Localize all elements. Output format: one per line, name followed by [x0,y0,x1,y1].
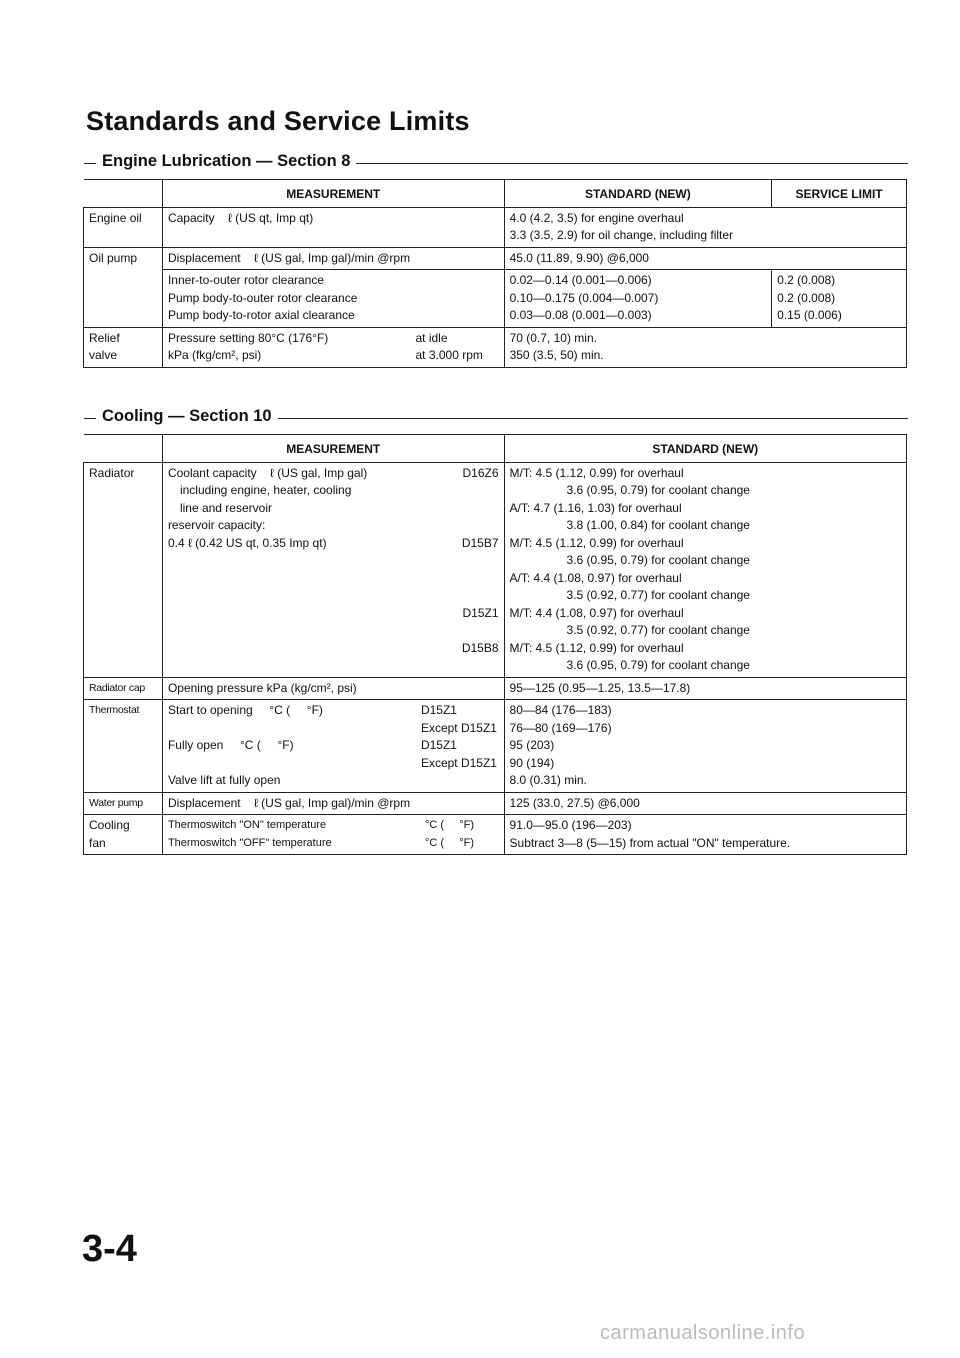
row-label: Water pump [84,792,163,815]
measure-text: 0.4 ℓ (0.42 US qt, 0.35 Imp qt) [167,535,327,550]
measure-line [168,330,499,348]
measure-line [168,347,499,365]
standard-line: 91.0—95.0 (196—203) [509,818,632,832]
standard-line: 76—80 (169—176) [509,720,612,735]
measure-line: Pump body-to-rotor axial clearance [167,308,355,322]
row-label: Oil pump [84,247,163,327]
standard-line: 90 (194) [509,755,555,770]
engine-code: D15B7 [461,535,499,550]
standard-line: 4.0 (4.2, 3.5) for engine overhaul [509,210,684,225]
measure-line [168,835,499,853]
limit-line: 0.15 (0.006) [777,308,842,322]
measure-line [168,737,499,755]
measure-text: Coolant capacity ℓ (US gal, Imp gal) [167,465,368,480]
table-row [84,792,907,815]
engine-code: D15Z1 [420,738,457,752]
table-row [84,327,907,367]
measure-line [168,535,499,553]
table-row [84,462,907,677]
table-row [84,677,907,700]
table-row [84,247,907,270]
header-blank [84,180,163,208]
lubrication-table [83,179,907,368]
engine-code: D16Z6 [462,465,499,480]
standard-line: 3.5 (0.92, 0.77) for coolant change [566,588,750,602]
measure-line: line and reservoir [179,500,272,515]
header-standard: STANDARD (NEW) [504,435,906,463]
limit-line: 0.2 (0.008) [777,290,836,305]
footer-watermark: carmanualsonline.info [600,1322,806,1344]
standard-cell [504,815,906,855]
standard-line: 0.10—0.175 (0.004—0.007) [509,290,659,305]
standard-line: 95 (203) [509,738,555,752]
standard-line: A/T: 4.4 (1.08, 0.97) for overhaul [509,570,682,585]
header-measurement: MEASUREMENT [162,435,504,463]
standard-line: M/T: 4.4 (1.08, 0.97) for overhaul [509,605,684,620]
service-limit-cell [772,270,907,328]
measurement-cell [162,462,504,677]
standard-line: A/T: 4.7 (1.16, 1.03) for overhaul [509,500,682,515]
condition-text: at idle [415,330,448,345]
header-service-limit: SERVICE LIMIT [772,180,907,208]
unit-text: °C ( °F) [424,836,475,849]
row-label: Thermostat [84,700,163,793]
standard-cell [504,327,906,367]
label-line: valve [89,348,118,362]
standard-line: 3.6 (0.95, 0.79) for coolant change [566,658,750,672]
unit-text: °C ( °F) [424,819,475,831]
measurement-cell [162,327,504,367]
standard-cell [504,462,906,677]
spacer [168,657,499,675]
standard-line: M/T: 4.5 (1.12, 0.99) for overhaul [509,535,684,550]
condition-text: at 3.000 rpm [415,348,483,362]
measure-line [168,755,499,773]
standard-line: 350 (3.5, 50) min. [509,348,604,362]
row-label: Engine oil [84,207,163,247]
measurement-cell: Displacement ℓ (US gal, Imp gal)/min @rpm [162,247,504,270]
row-label [84,327,163,367]
engine-code: D15Z1 [462,605,499,620]
table-row [84,207,907,247]
measure-text: Thermoswitch "OFF" temperature [167,836,332,849]
measure-line: including engine, heater, cooling [179,483,352,497]
standard-line: M/T: 4.5 (1.12, 0.99) for overhaul [509,465,684,480]
label-line: Relief [89,330,120,345]
standard-line: 3.5 (0.92, 0.77) for coolant change [566,623,750,637]
measure-text: Thermoswitch "ON" temperature [167,819,327,831]
page-title: Standards and Service Limits [86,106,470,136]
page-number: 3-4 [82,1228,137,1270]
row-label [84,815,163,855]
header-measurement: MEASUREMENT [162,180,504,208]
spacer [168,552,499,570]
standard-cell: 95—125 (0.95—1.25, 13.5—17.8) [504,677,906,700]
section-heading: Cooling — Section 10 [96,407,278,426]
table-row [84,815,907,855]
standard-cell [504,207,906,247]
standard-cell: 45.0 (11.89, 9.90) @6,000 [504,247,906,270]
row-label: Radiator [84,462,163,677]
table-row [84,700,907,793]
standard-line: 3.6 (0.95, 0.79) for coolant change [566,483,750,497]
engine-code: Except D15Z1 [420,755,497,770]
standard-line: 80—84 (176—183) [509,703,612,717]
spacer [168,587,499,605]
measurement-cell: Capacity ℓ (US qt, Imp qt) [162,207,504,247]
header-blank [84,435,163,463]
standard-line: 3.6 (0.95, 0.79) for coolant change [566,553,750,567]
engine-code: D15Z1 [420,703,457,717]
table-header-row [84,180,907,208]
measure-text: Start to opening °C ( °F) [167,703,323,717]
engine-code: D15B8 [461,640,499,655]
measurement-cell [162,270,504,328]
measure-line: Valve lift at fully open [167,773,281,787]
row-label: Radiator cap [84,677,163,700]
cooling-table [83,434,907,855]
label-line: Cooling [89,818,130,832]
measure-line [168,702,499,720]
standard-line: Subtract 3—8 (5—15) from actual "ON" temperature. [509,835,791,850]
measure-line: Pump body-to-outer rotor clearance [167,290,358,305]
section-heading: Engine Lubrication — Section 8 [96,152,356,171]
measurement-cell [162,815,504,855]
measurement-cell [162,700,504,793]
measure-line [168,817,499,835]
measure-text: Pressure setting 80°C (176°F) [167,330,329,345]
spacer [168,622,499,640]
measure-line: Inner-to-outer rotor clearance [167,273,325,287]
standard-line: 70 (0.7, 10) min. [509,330,597,345]
standard-cell [504,700,906,793]
header-standard: STANDARD (NEW) [504,180,772,208]
standard-line: 3.3 (3.5, 2.9) for oil change, including filter [509,228,734,242]
measure-line [168,720,499,738]
standard-line: 3.8 (1.00, 0.84) for coolant change [566,518,750,532]
measurement-cell: Displacement ℓ (US gal, Imp gal)/min @rpm [162,792,504,815]
standard-line: M/T: 4.5 (1.12, 0.99) for overhaul [509,640,684,655]
label-line: fan [89,835,106,850]
spacer [168,570,499,588]
standard-line: 0.02—0.14 (0.001—0.006) [509,273,652,287]
measurement-cell: Opening pressure kPa (kg/cm², psi) [162,677,504,700]
measure-text: kPa (fkg/cm², psi) [167,348,262,362]
measure-line: reservoir capacity: [167,518,266,532]
engine-code: Except D15Z1 [420,720,497,735]
standard-cell: 125 (33.0, 27.5) @6,000 [504,792,906,815]
standard-line: 0.03—0.08 (0.001—0.003) [509,308,652,322]
standard-cell [504,270,772,328]
measure-line [168,465,499,483]
table-header-row [84,435,907,463]
table-row [84,270,907,328]
standard-line: 8.0 (0.31) min. [509,773,587,787]
measure-text: Fully open °C ( °F) [167,738,294,752]
limit-line: 0.2 (0.008) [777,273,836,287]
